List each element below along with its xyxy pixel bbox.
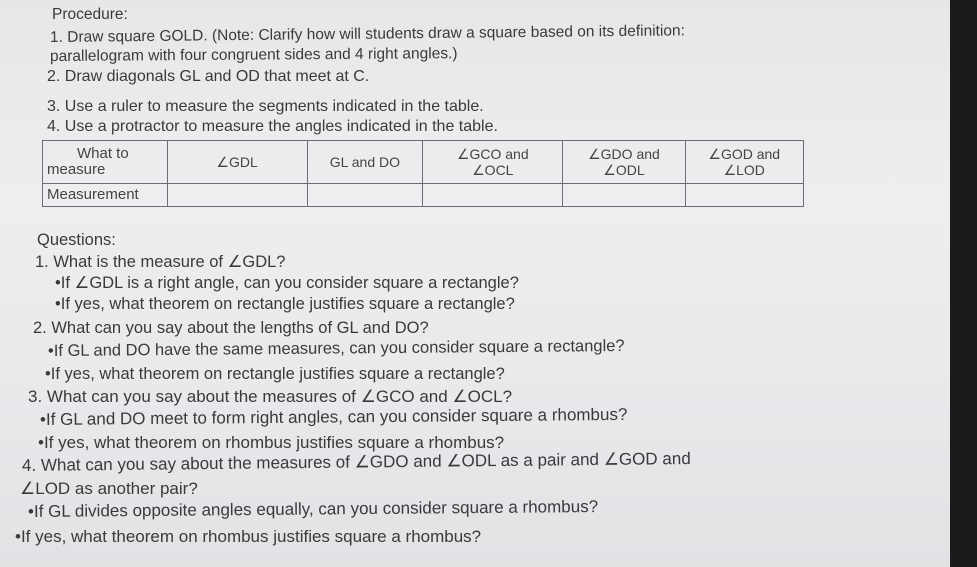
measurement-cell-god-lod[interactable]: [685, 184, 804, 207]
question-4-cont: ∠LOD as another pair?: [20, 479, 198, 498]
column-header-god-lod: [685, 141, 804, 184]
procedure-step-1-cont: parallelogram with four congruent sides and 4 right angles.): [49, 45, 458, 65]
question-1: 1. What is the measure of ∠GDL?: [35, 253, 286, 271]
measurement-cell-gl-do[interactable]: [307, 184, 423, 207]
column-header-line: ∠GDO and: [588, 146, 660, 162]
question-2: 2. What can you say about the lengths of GL and DO?: [33, 319, 429, 337]
procedure-heading: Procedure:: [52, 6, 128, 23]
procedure-step-3: 3. Use a ruler to measure the segments indicated in the table.: [47, 98, 484, 115]
column-header-line: GL and DO: [329, 154, 401, 170]
column-header-line: ∠GOD and: [708, 146, 781, 162]
column-header-gl-do: [307, 141, 423, 184]
row-header-measurement: Measurement: [43, 184, 168, 207]
question-3: 3. What can you say about the measures of ∠GCO and ∠OCL?: [28, 387, 513, 406]
row-header-what-to-measure: [43, 141, 168, 184]
measurement-cell-gdo-odl[interactable]: [563, 184, 685, 207]
question-1-bullet-2: •If yes, what theorem on rectangle justifies square a rectangle?: [55, 295, 515, 313]
measurement-cell-gdl[interactable]: [167, 184, 307, 207]
row-header-line: measure: [47, 161, 106, 178]
column-header-line: ∠OCL: [472, 162, 514, 178]
procedure-step-2: 2. Draw diagonals GL and OD that meet at C.: [47, 68, 370, 85]
question-2-bullet-2: •If yes, what theorem on rectangle justifies square a rectangle?: [45, 365, 505, 383]
column-header-gdo-odl: [563, 141, 685, 184]
column-header-line: ∠GDL: [216, 154, 258, 170]
column-header-line: ∠LOD: [723, 162, 765, 178]
column-header-gdl: [167, 141, 307, 184]
question-4-bullet-2: •If yes, what theorem on rhombus justifies square a rhombus?: [15, 527, 482, 546]
table-header-row: [43, 141, 804, 184]
measurement-cell-gco-ocl[interactable]: [423, 184, 563, 207]
question-4-bullet-1: •If GL divides opposite angles equally, can you consider square a rhombus?: [27, 497, 599, 521]
row-header-line: What to: [77, 145, 129, 162]
question-2-bullet-1: •If GL and DO have the same measures, can you consider square a rectangle?: [47, 336, 625, 360]
questions-heading: Questions:: [37, 231, 116, 249]
procedure-step-4: 4. Use a protractor to measure the angles indicated in the table.: [47, 118, 498, 135]
table-measurement-row: [43, 184, 804, 207]
measurement-table: [42, 140, 804, 207]
column-header-line: ∠GCO and: [456, 146, 529, 162]
question-1-bullet-1: •If ∠GDL is a right angle, can you consider square a rectangle?: [55, 274, 519, 292]
question-3-bullet-2: •If yes, what theorem on rhombus justifies square a rhombus?: [38, 433, 505, 452]
column-header-gco-ocl: [423, 141, 563, 184]
question-4: 4. What can you say about the measures of ∠GDO and ∠ODL as a pair and ∠GOD and: [21, 448, 691, 475]
procedure-step-1: 1. Draw square GOLD. (Note: Clarify how will students draw a square based on its definition:: [49, 22, 685, 46]
column-header-line: ∠ODL: [603, 162, 645, 178]
question-3-bullet-1: •If GL and DO meet to form right angles, can you consider square a rhombus?: [39, 404, 628, 429]
